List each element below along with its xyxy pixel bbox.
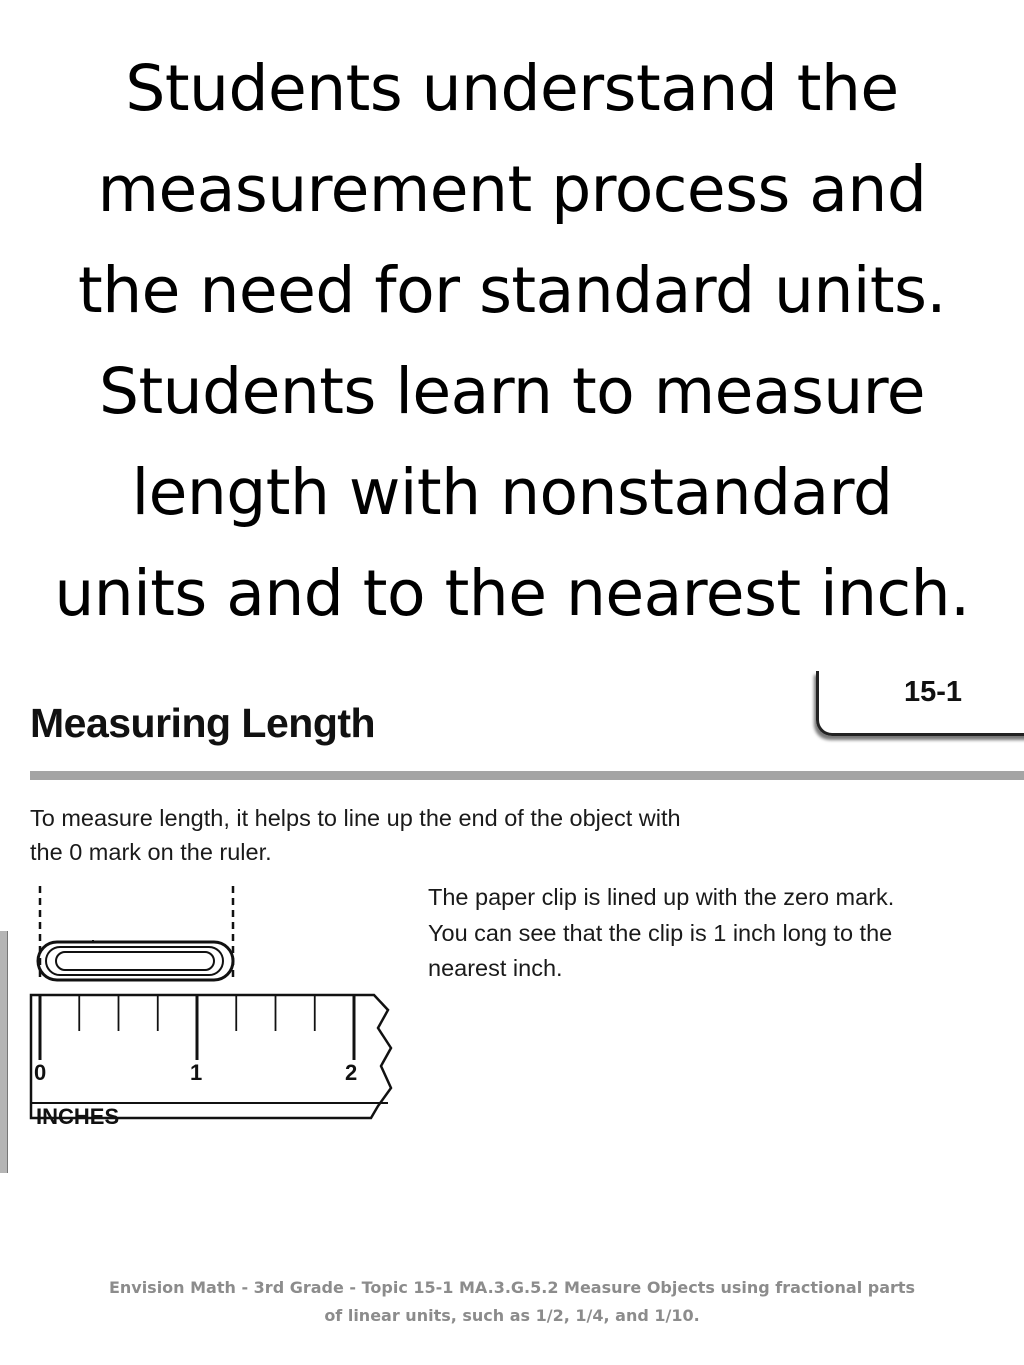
title-line: units and to the nearest inch. (54, 557, 970, 630)
title-line: Students learn to measure (98, 355, 925, 428)
explanation-line: nearest inch. (428, 955, 563, 981)
lesson-number: 15-1 (904, 676, 963, 708)
paper-clip-icon (38, 940, 233, 980)
intro-line: To measure length, it helps to line up the end of the object with (30, 805, 681, 831)
ruler-unit-label: INCHES (36, 1104, 120, 1129)
page-edge-bar (0, 931, 8, 1173)
footer-line: Envision Math - 3rd Grade - Topic 15-1 MA.3.G.5.2 Measure Objects using fractional parts (108, 1278, 916, 1297)
slide-title (0, 38, 1024, 644)
footer-line: of linear units, such as 1/2, 1/4, and 1/10. (324, 1306, 700, 1325)
worksheet-heading: Measuring Length (30, 700, 376, 746)
ruler-tick-label-0: 0 (34, 1060, 47, 1085)
title-line: length with nonstandard (131, 456, 893, 529)
title-line: Students understand the (125, 52, 899, 125)
footer-caption (40, 1274, 984, 1330)
heading-divider (30, 771, 1024, 780)
ruler-body (31, 995, 391, 1118)
ruler-tick-label-2: 2 (345, 1060, 358, 1085)
worksheet-image (0, 668, 1024, 1173)
title-line: the need for standard units. (78, 254, 946, 327)
intro-line: the 0 mark on the ruler. (30, 839, 272, 865)
explanation-text (428, 880, 1018, 987)
ruler-tick-label-1: 1 (190, 1060, 203, 1085)
title-line: measurement process and (97, 153, 927, 226)
ruler-figure (26, 878, 406, 1144)
explanation-line: The paper clip is lined up with the zero mark. (428, 884, 895, 910)
explanation-line: You can see that the clip is 1 inch long to the (428, 919, 893, 946)
intro-text (30, 801, 850, 869)
